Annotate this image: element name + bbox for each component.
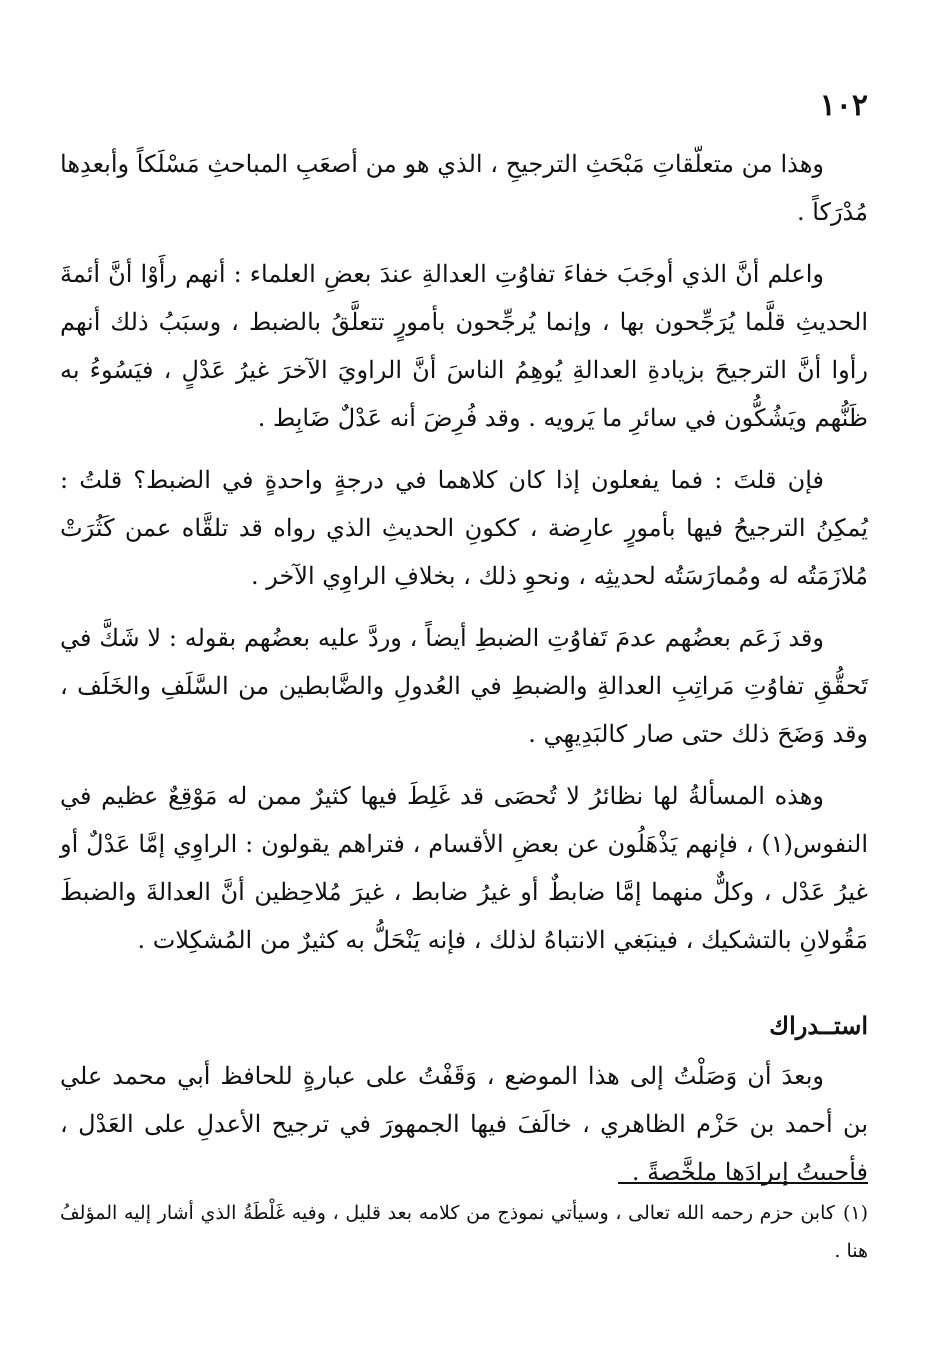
section-heading: استــدراك <box>769 1011 868 1040</box>
paragraph-4: وقد زَعَم بعضُهم عدمَ تَفاوُتِ الضبطِ أيضاً ، وردَّ عليه بعضُهم بقوله : لا شَكَّ في تَحقُّقِ تفاوُتِ مَراتِبِ العدالةِ والضبطِ في العُدولِ والضَّابطين من السَّلَفِ والخَلَف ، وقد وَضَحَ ذلك حتى صار كالبَدِيهِي . <box>60 624 868 748</box>
footnote-text: كابن حزم رحمه الله تعالى ، وسيأتي نموذج من كلامه بعد قليل ، وفيه غَلْطَةُ الذي أشار إليه المؤلفُ هنا . <box>60 1202 868 1262</box>
paragraph-1: وهذا من متعلّقاتِ مَبْحَثِ الترجيحِ ، الذي هو من أصعَبِ المباحثِ مَسْلَكاً وأبعدِها مُدْرَكاً . <box>60 150 868 226</box>
paragraph-2: واعلم أنَّ الذي أوجَبَ خفاءَ تفاوُتِ العدالةِ عندَ بعضِ العلماء : أنهم رأَوْا أنَّ أئمةَ الحديثِ قلَّما يُرَجِّحون بها ، وإنما يُرجِّحون بأمورٍ تتعلَّقُ بالضبط ، وسبَبُ ذلك أنهم رأوا أنَّ الترجيحَ بزيادةِ العدالةِ يُوهِمُ الناسَ أنَّ الراويَ الآخرَ غيرُ عَدْلٍ ، فيَسُوءُ به ظَنُّهم ويَشُكُّون في سائرِ ما يَرويه . وقد فُرِضَ أنه عَدْلٌ ضَابِط . <box>60 260 868 432</box>
paragraph-3: فإن قلتَ : فما يفعلون إذا كان كلاهما في درجةٍ واحدةٍ في الضبط؟ قلتُ : يُمكِنُ الترجيحُ فيها بأمورٍ عارِضة ، ككونِ الحديثِ الذي رواه قد تلقَّاه عمن كَثُرَتْ مُلازَمَتُه له ومُمارَسَتُه لحديثِه ، ونحوِ ذلك ، بخلافِ الراوِي الآخر . <box>60 466 868 590</box>
footnote-divider <box>618 1182 868 1184</box>
section-paragraph: وبعدَ أن وَصَلْتُ إلى هذا الموضع ، وَقَفْتُ على عبارةٍ للحافظ أبي محمد علي بن أحمد بن حَزْم الظاهري ، خالَفَ فيها الجمهورَ في ترجيح الأعدلِ على العَدْل ، فأحببتُ إيرادَها ملخَّصةً . <box>60 1062 869 1186</box>
footnote <box>60 1194 868 1270</box>
page-number: ١٠٢ <box>819 88 868 123</box>
body-text <box>60 140 868 1210</box>
paragraph-5: وهذه المسألةُ لها نظائرُ لا تُحصَى قد غَلِطَ فيها كثيرٌ ممن له مَوْقِعٌ عظيم في النفوس(١) ، فإنهم يَذْهَلُون عن بعضِ الأقسام ، فتراهم يقولون : الراوِي إمَّا عَدْلٌ أو غيرُ عَدْل ، وكلٌّ منهما إمَّا ضابطٌ أو غيرُ ضابط ، غيرَ مُلاحِظين أنَّ العدالةَ والضبطَ مَقُولانِ بالتشكيك ، فينبَغي الانتباهُ لذلك ، فإنه يَنْحَلُّ به كثيرٌ من المُشكِلات . <box>60 782 868 954</box>
footnote-marker: (١) <box>842 1202 868 1224</box>
